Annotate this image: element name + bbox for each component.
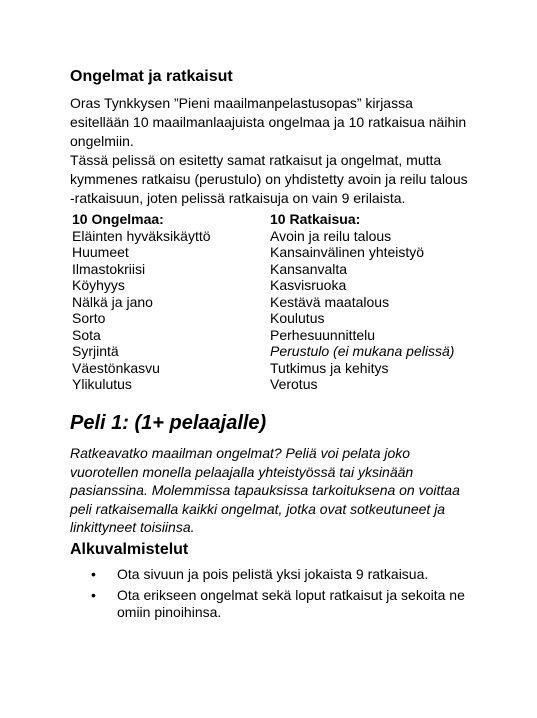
- problem-item: Väestönkasvu: [72, 359, 160, 376]
- solution-item: Avoin ja reilu talous: [270, 227, 392, 244]
- game1-intro: Ratkeavatko maailman ongelmat? Peliä voi pelata joko vuorotellen monella pelaajalla yhteistyössä tai yksinään pasianssina. Molemmissa tapauksissa tarkoituksena on voittaa peli ratkaisemalla kaikki ongelmat, jotka ovat sotkeutuneet ja linkittyneet toisiinsa.: [70, 445, 460, 535]
- problems-header: 10 Ongelmaa:: [72, 211, 164, 227]
- solution-item: Koulutus: [270, 310, 325, 326]
- solution-item: Tutkimus ja kehitys: [270, 359, 389, 376]
- setup-step-text: Ota sivuun ja pois pelistä yksi jokaista 9 ratkaisua.: [117, 566, 429, 582]
- problem-item: Sorto: [72, 310, 106, 326]
- problem-item: Ilmastokriisi: [72, 260, 146, 277]
- game1-title: Peli 1: (1+ pelaajalle): [70, 412, 267, 434]
- intro-paragraph: Oras Tynkkysen ”Pieni maailmanpelastusopas” kirjassa esitellään 10 maailmanlaajuista ongelmaa ja 10 ratkaisua näihin ongelmiin.: [70, 95, 467, 149]
- merge-note-paragraph: Tässä pelissä on esitetty samat ratkaisut ja ongelmat, mutta kymmenes ratkaisu (perustulo) on yhdistetty avoin ja reilu talous -ratkaisuun, joten pelissä ratkaisuja on vain 9 erilaista.: [70, 152, 468, 206]
- problem-item: Syrjintä: [72, 343, 119, 359]
- problem-item: Köyhyys: [72, 277, 125, 293]
- bullet-icon: •: [91, 587, 96, 603]
- solution-item: Kansanvalta: [270, 260, 348, 277]
- setup-steps-list: [70, 566, 470, 625]
- section-heading-problems-solutions: Ongelmat ja ratkaisut: [70, 68, 233, 85]
- list-item: [70, 587, 470, 621]
- setup-step-text: Ota erikseen ongelmat sekä loput ratkaisut ja sekoita ne omiin pinoihinsa.: [117, 587, 465, 620]
- solution-item-excluded: Perustulo (ei mukana pelissä): [270, 343, 455, 359]
- problem-item: Sota: [72, 326, 101, 343]
- problem-item: Ylikulutus: [72, 376, 132, 392]
- solution-item: Verotus: [270, 376, 318, 392]
- problem-item: Huumeet: [72, 244, 129, 260]
- solution-item: Kasvisruoka: [270, 277, 347, 293]
- list-item: [70, 566, 470, 583]
- solutions-column: [270, 211, 454, 393]
- solution-item: Kansainvälinen yhteistyö: [270, 244, 425, 260]
- problems-column: [72, 211, 211, 393]
- solution-item: Kestävä maatalous: [270, 293, 390, 310]
- problem-item: Nälkä ja jano: [72, 293, 153, 310]
- solutions-header: 10 Ratkaisua:: [270, 211, 361, 227]
- solution-item: Perhesuunnittelu: [270, 326, 376, 343]
- setup-heading: Alkuvalmistelut: [70, 541, 189, 558]
- problem-item: Eläinten hyväksikäyttö: [72, 227, 211, 244]
- bullet-icon: •: [91, 566, 96, 582]
